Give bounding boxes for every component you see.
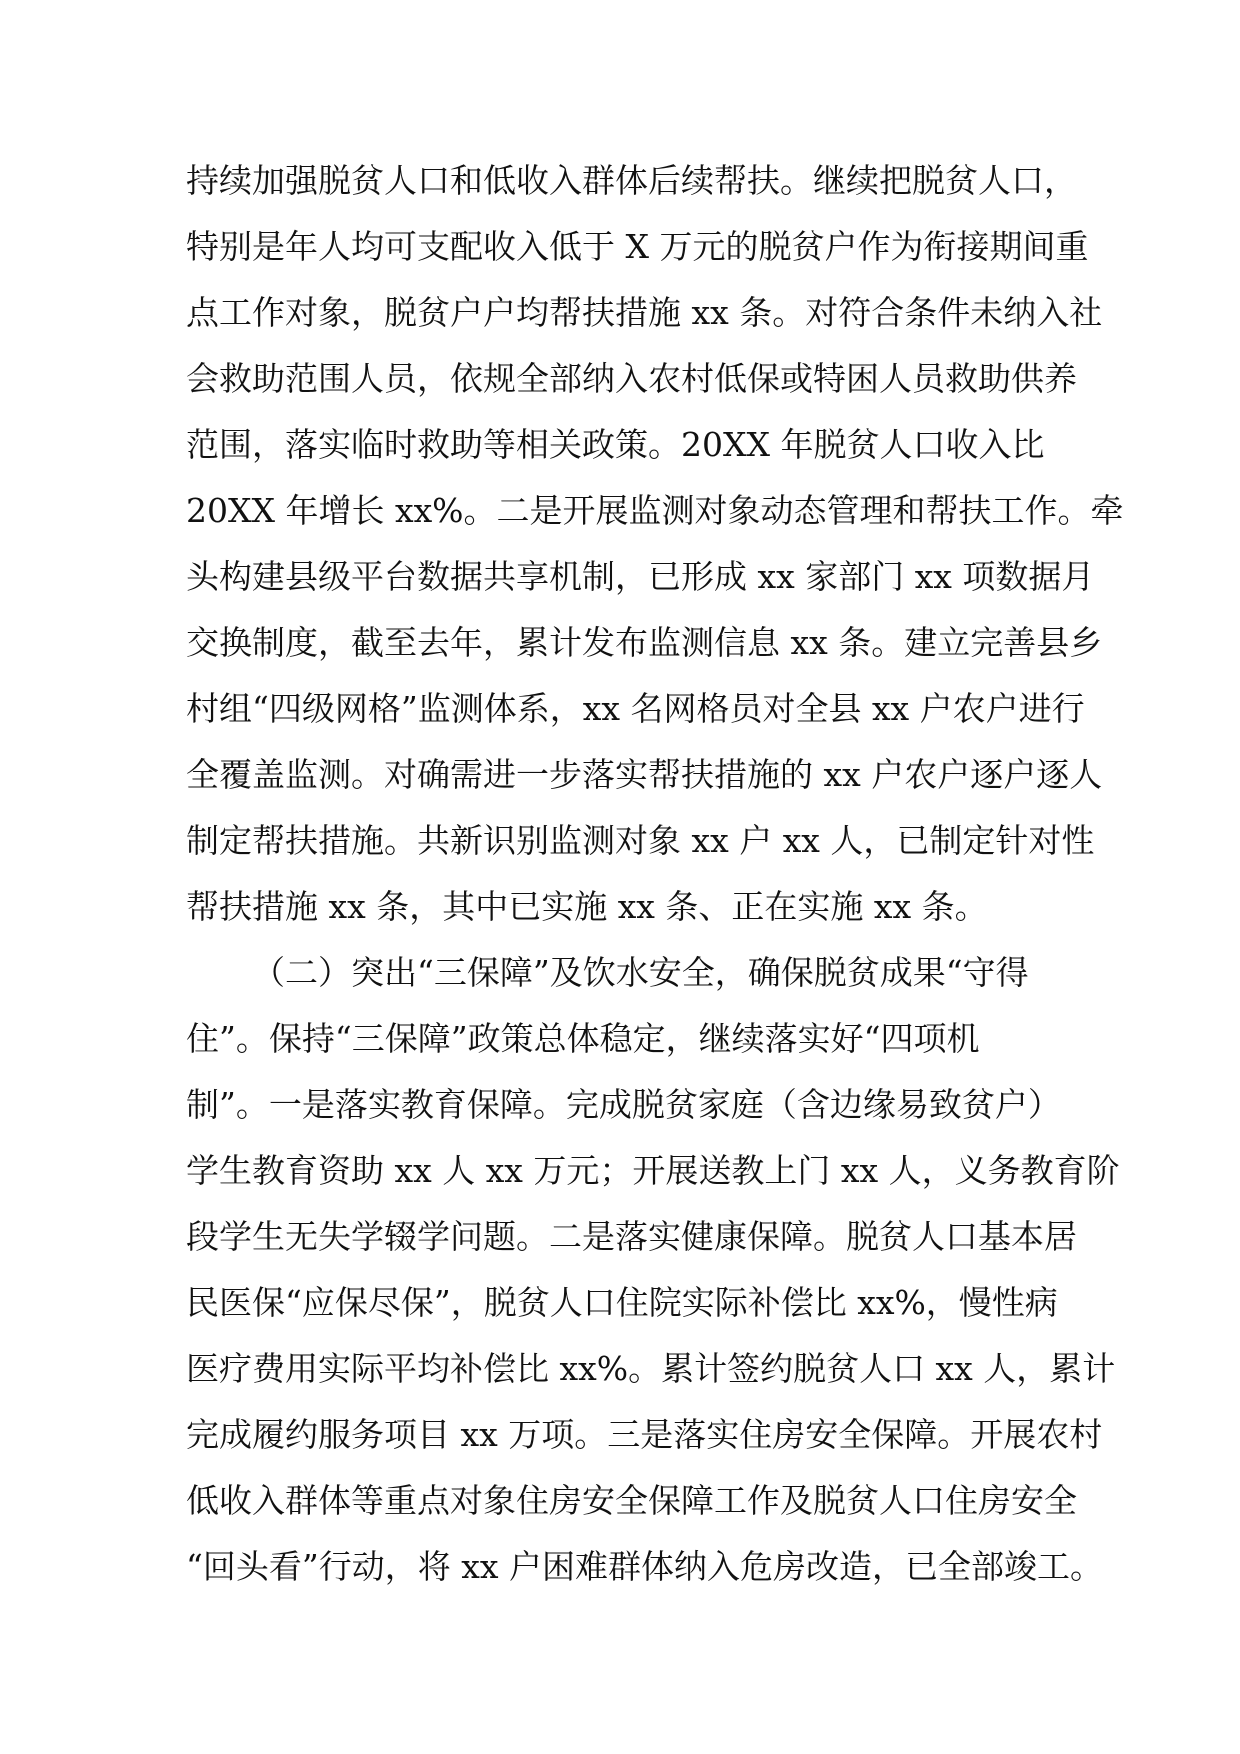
text-line-7: 头构建县级平台数据共享机制，已形成 xx 家部门 xx 项数据月: [186, 557, 1095, 596]
text-line-2: 特别是年人均可支配收入低于 X 万元的脱贫户作为衔接期间重: [186, 227, 1089, 266]
text-line-1: 持续加强脱贫人口和低收入群体后续帮扶。继续把脱贫人口，: [186, 161, 1077, 200]
text-line-8: 交换制度，截至去年，累计发布监测信息 xx 条。建立完善县乡: [186, 623, 1103, 662]
text-line-14: 住”。保持“三保障”政策总体稳定，继续落实好“四项机: [186, 1019, 980, 1058]
text-line-10: 全覆盖监测。对确需进一步落实帮扶措施的 xx 户农户逐户逐人: [186, 755, 1103, 794]
text-line-11: 制定帮扶措施。共新识别监测对象 xx 户 xx 人，已制定针对性: [186, 821, 1095, 860]
text-line-5: 范围，落实临时救助等相关政策。20XX 年脱贫人口收入比: [186, 425, 1045, 464]
text-line-20: 完成履约服务项目 xx 万项。三是落实住房安全保障。开展农村: [186, 1415, 1103, 1454]
text-line-4: 会救助范围人员，依规全部纳入农村低保或特困人员救助供养: [186, 359, 1077, 398]
text-line-6: 20XX 年增长 xx%。二是开展监测对象动态管理和帮扶工作。牵: [186, 491, 1124, 530]
text-line-16: 学生教育资助 xx 人 xx 万元；开展送教上门 xx 人，义务教育阶: [186, 1151, 1120, 1190]
text-line-15: 制”。一是落实教育保障。完成脱贫家庭（含边缘易致贫户）: [186, 1085, 1061, 1124]
text-line-21: 低收入群体等重点对象住房安全保障工作及脱贫人口住房安全: [186, 1481, 1077, 1520]
text-line-22: “回头看”行动，将 xx 户困难群体纳入危房改造，已全部竣工。: [186, 1547, 1103, 1586]
text-line-9: 村组“四级网格”监测体系，xx 名网格员对全县 xx 户农户进行: [186, 689, 1085, 728]
text-line-3: 点工作对象，脱贫户户均帮扶措施 xx 条。对符合条件未纳入社: [186, 293, 1103, 332]
text-line-19: 医疗费用实际平均补偿比 xx%。累计签约脱贫人口 xx 人，累计: [186, 1349, 1116, 1388]
text-line-12: 帮扶措施 xx 条，其中已实施 xx 条、正在实施 xx 条。: [186, 887, 988, 926]
section-heading-line: （二）突出“三保障”及饮水安全，确保脱贫成果“守得: [252, 953, 1029, 992]
text-line-17: 段学生无失学辍学问题。二是落实健康保障。脱贫人口基本居: [186, 1217, 1077, 1256]
text-line-18: 民医保“应保尽保”，脱贫人口住院实际补偿比 xx%，慢性病: [186, 1283, 1058, 1322]
